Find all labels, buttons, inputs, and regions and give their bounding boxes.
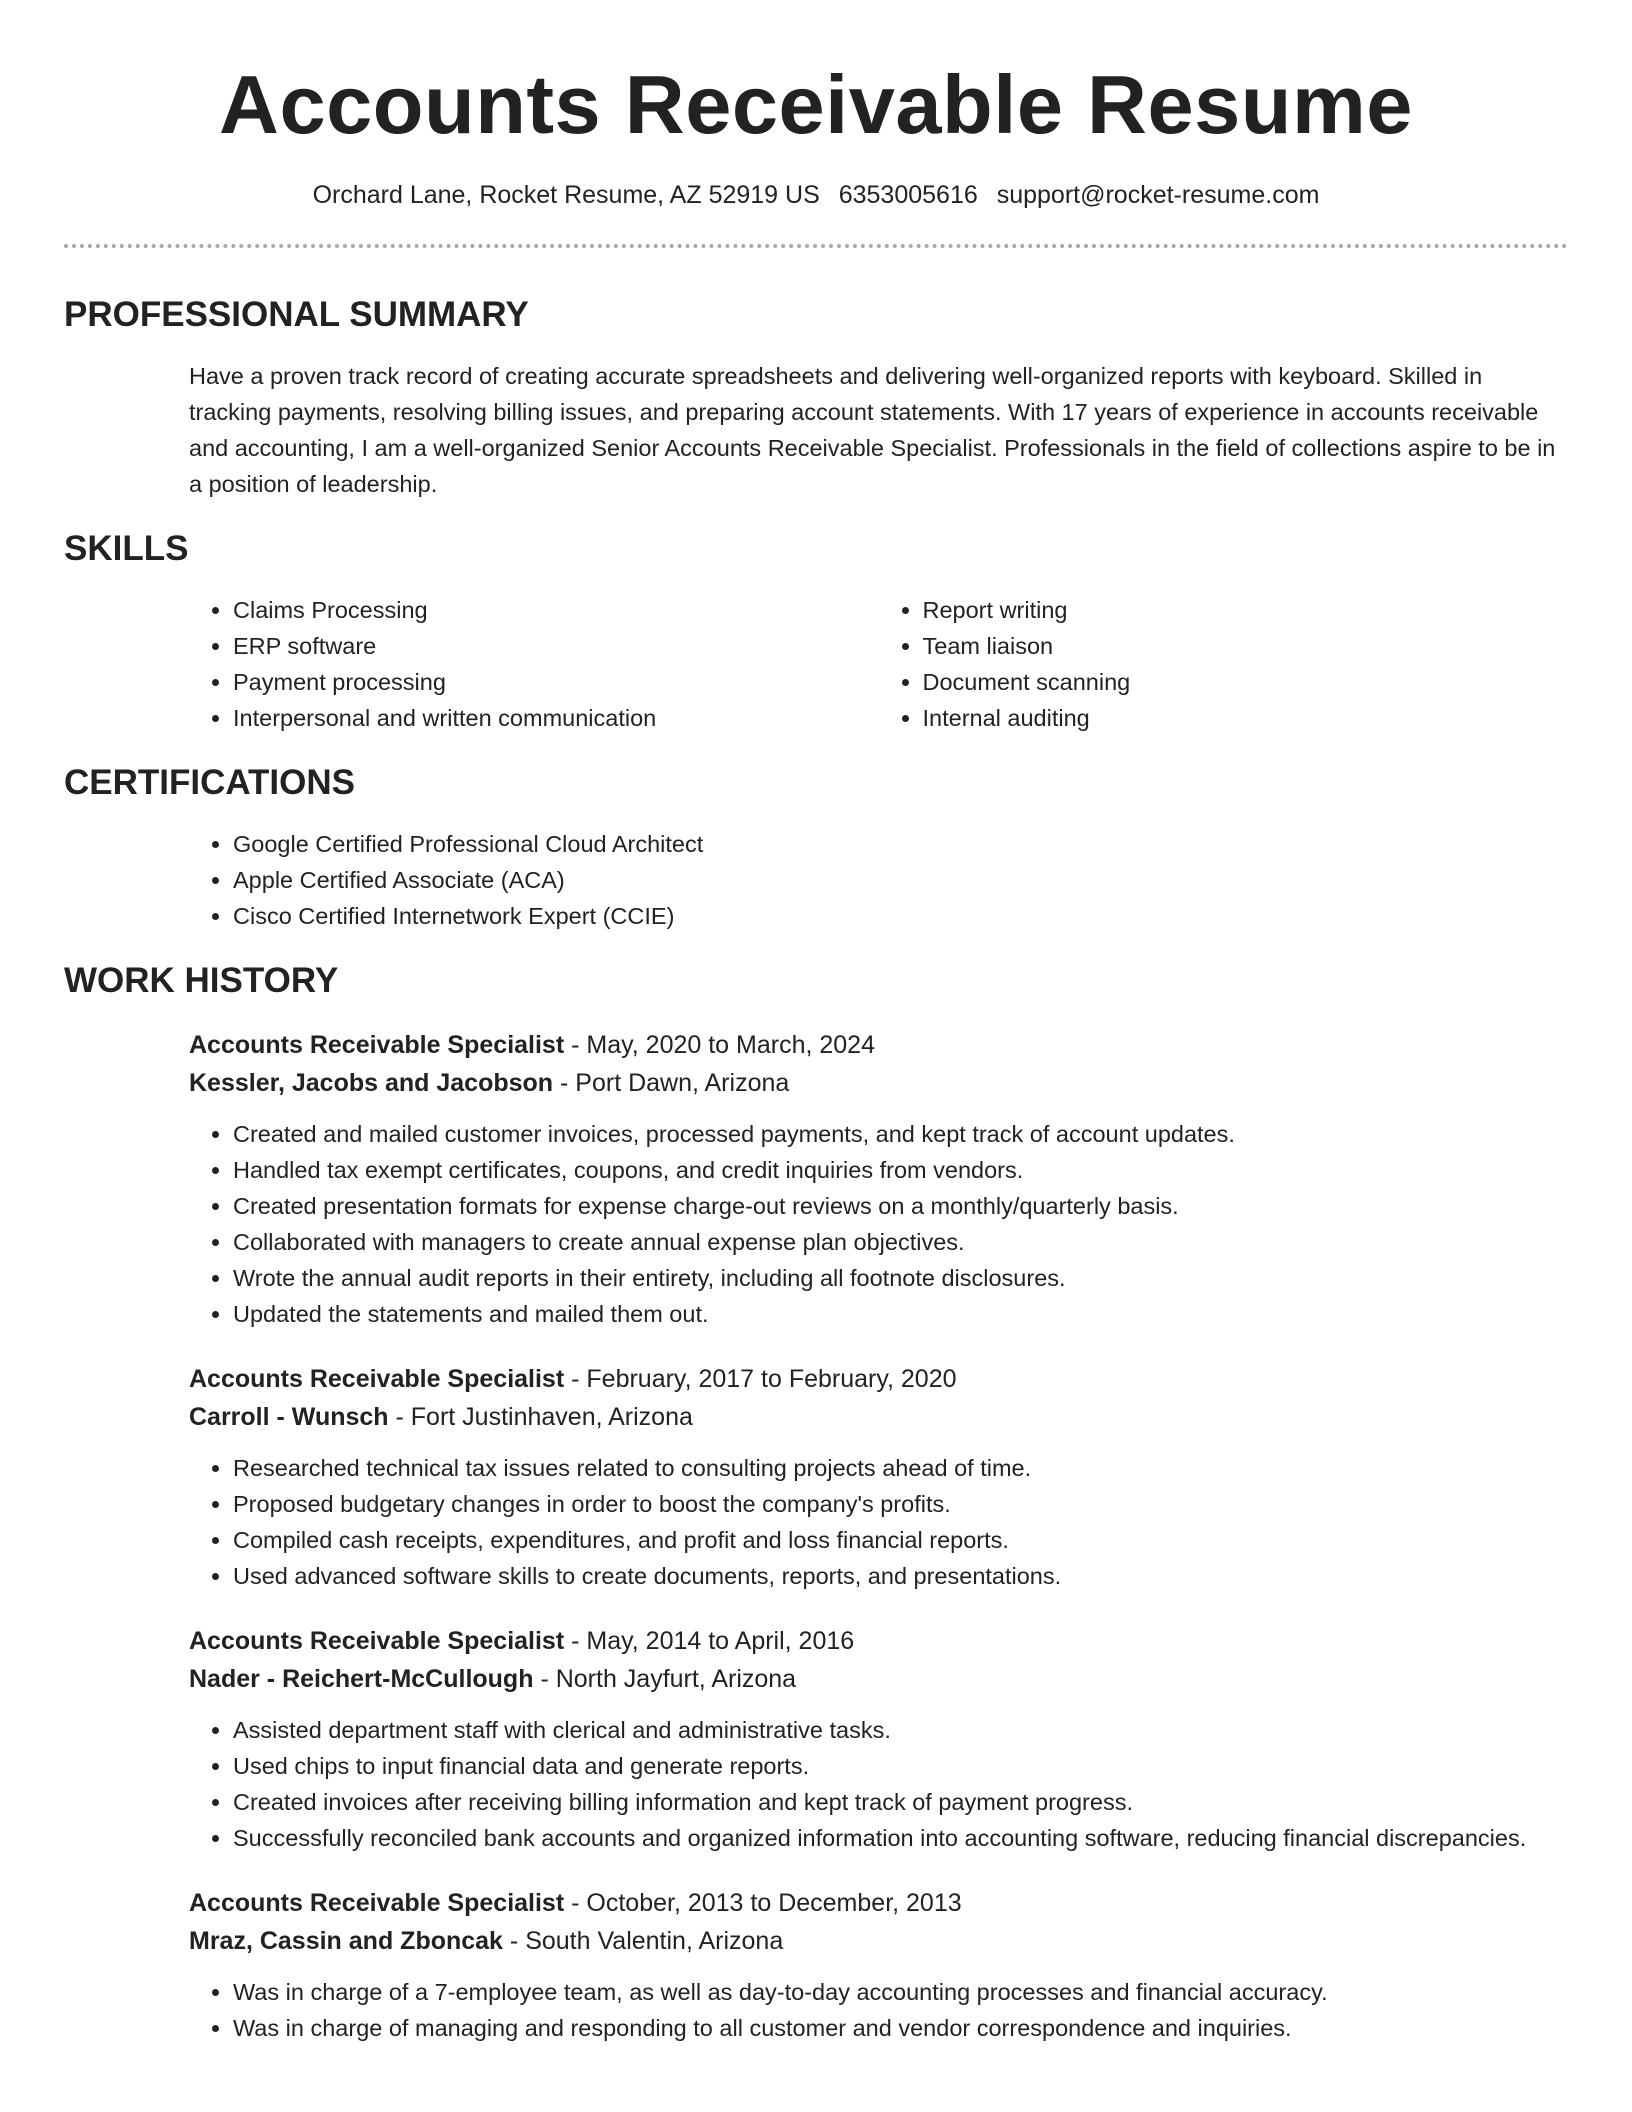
certification-item: • Cisco Certified Internetwork Expert (CCIE) [233,898,1568,934]
job-company: Kessler, Jacobs and Jacobson [189,1069,554,1097]
work-title: WORK HISTORY [64,961,339,1000]
job-bullet: • Wrote the annual audit reports in their entirety, including all footnote disclosures. [233,1260,1568,1296]
header-divider [64,244,1568,248]
job-company-line [189,1398,1568,1436]
summary-section [64,294,1568,502]
skill-item: • Interpersonal and written communication [233,700,879,736]
job-location: - North Jayfurt, Arizona [540,1665,797,1693]
job-company-line [189,1922,1568,1960]
skills-list-right [879,592,1569,736]
skill-item: • Internal auditing [923,700,1569,736]
summary-text: Have a proven track record of creating accurate spreadsheets and delivering well-organized reports with keyboard. Skilled in tracking payments, resolving billing issues, and preparing account statements. With 17 years of experience in accounts receivable and accounting, I am a well-organized Senior Accounts Receivable Specialist. Professionals in the field of collections aspire to be in a position of leadership. [189,363,1556,497]
job-location: - Port Dawn, Arizona [560,1069,790,1097]
job-bullets [189,1712,1568,1856]
job-bullets [189,1450,1568,1594]
job-company-line [189,1064,1568,1102]
job-title: Accounts Receivable Specialist [189,1627,565,1655]
certifications-list [189,826,1568,934]
job-title: Accounts Receivable Specialist [189,1031,565,1059]
job-bullet: • Created presentation formats for expense charge-out reviews on a monthly/quarterly basis. [233,1188,1568,1224]
job-bullet: • Collaborated with managers to create annual expense plan objectives. [233,1224,1568,1260]
summary-title: PROFESSIONAL SUMMARY [64,295,529,334]
job-entry [189,1360,1568,1594]
certification-item: • Apple Certified Associate (ACA) [233,862,1568,898]
job-company-line [189,1660,1568,1698]
job-bullet: • Assisted department staff with clerical and administrative tasks. [233,1712,1568,1748]
job-title: Accounts Receivable Specialist [189,1365,565,1393]
summary-body [189,358,1568,502]
skill-item: • Document scanning [923,664,1569,700]
job-title-line [189,1360,1568,1398]
job-bullet: • Created invoices after receiving billing information and kept track of payment progress. [233,1784,1568,1820]
job-location: - Fort Justinhaven, Arizona [395,1403,693,1431]
skill-item: • Team liaison [923,628,1569,664]
job-entry [189,1622,1568,1856]
job-bullet: • Researched technical tax issues related to consulting projects ahead of time. [233,1450,1568,1486]
contact-email: support@rocket-resume.com [996,181,1320,209]
resume-name: Accounts Receivable Resume [219,58,1413,151]
job-bullets [189,1974,1568,2046]
job-dates: - May, 2020 to March, 2024 [571,1031,875,1059]
job-entry [189,1026,1568,1332]
job-bullet: • Was in charge of managing and responding to all customer and vendor correspondence and inquiries. [233,2010,1568,2046]
certifications-body [189,826,1568,934]
job-bullet: • Compiled cash receipts, expenditures, and profit and loss financial reports. [233,1522,1568,1558]
job-dates: - February, 2017 to February, 2020 [571,1365,957,1393]
job-title-line [189,1026,1568,1064]
job-bullet: • Was in charge of a 7-employee team, as well as day-to-day accounting processes and financial accuracy. [233,1974,1568,2010]
skill-item: • ERP software [233,628,879,664]
job-dates: - May, 2014 to April, 2016 [571,1627,855,1655]
skill-item: • Report writing [923,592,1569,628]
job-bullets [189,1116,1568,1332]
job-title-line [189,1622,1568,1660]
job-company: Carroll - Wunsch [189,1403,389,1431]
skills-title: SKILLS [64,529,189,568]
job-dates: - October, 2013 to December, 2013 [571,1889,962,1917]
resume-header [0,0,1632,210]
skills-body [189,592,1568,736]
job-company: Nader - Reichert-McCullough [189,1665,534,1693]
job-entry [189,1884,1568,2046]
certification-item: • Google Certified Professional Cloud Architect [233,826,1568,862]
work-body [189,1026,1568,2046]
job-bullet: • Created and mailed customer invoices, processed payments, and kept track of account updates. [233,1116,1568,1152]
skills-list-left [189,592,879,736]
skill-item: • Payment processing [233,664,879,700]
job-bullet: • Successfully reconciled bank accounts and organized information into accounting software, reducing financial discrepancies. [233,1820,1568,1856]
job-bullet: • Used advanced software skills to create documents, reports, and presentations. [233,1558,1568,1594]
certifications-section [64,762,1568,934]
job-bullet: • Updated the statements and mailed them out. [233,1296,1568,1332]
job-bullet: • Used chips to input financial data and generate reports. [233,1748,1568,1784]
job-bullet: • Handled tax exempt certificates, coupons, and credit inquiries from vendors. [233,1152,1568,1188]
certifications-title: CERTIFICATIONS [64,763,356,802]
skills-section [64,528,1568,736]
job-bullet: • Proposed budgetary changes in order to boost the company's profits. [233,1486,1568,1522]
job-title: Accounts Receivable Specialist [189,1889,565,1917]
contact-line [0,180,1632,210]
skills-grid [189,592,1568,736]
skill-item: • Claims Processing [233,592,879,628]
work-section [64,960,1568,2046]
job-company: Mraz, Cassin and Zboncak [189,1927,503,1955]
job-location: - South Valentin, Arizona [509,1927,784,1955]
contact-phone: 6353005616 [838,181,978,209]
job-title-line [189,1884,1568,1922]
contact-address: Orchard Lane, Rocket Resume, AZ 52919 US [312,181,820,209]
